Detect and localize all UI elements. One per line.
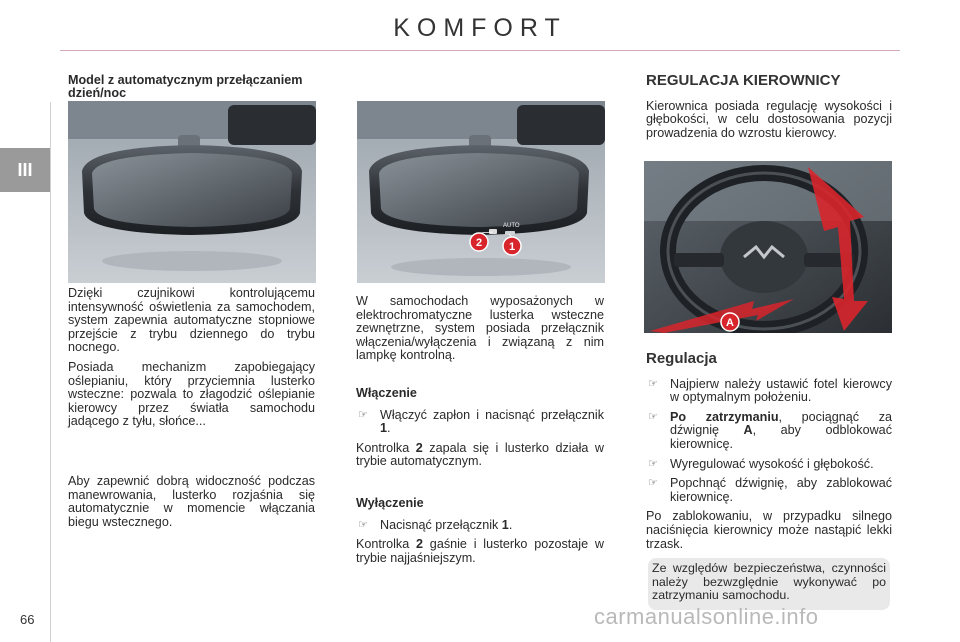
side-divider (50, 102, 51, 642)
switch-on-heading: Włączenie (356, 385, 417, 400)
switch-on-result: Kontrolka 2 zapala się i lusterko działa w trybie automatycznym. (356, 440, 604, 469)
pointing-hand-icon: ☞ (648, 377, 658, 390)
paragraph-electrochromatic: W samochodach wyposażonych w elektrochromatyczne lusterka wsteczne zewnętrzne, system posiada przełącznik włączenia/wyłączenia i związaną z nim lampkę kontrolną. (356, 294, 604, 363)
lever-label-a (721, 313, 739, 331)
pointing-hand-icon: ☞ (358, 408, 368, 421)
paragraph-steering-intro: Kierownica posiada regulację wysokości i głębokości, w celu dostosowania pozycji prowadzenia do wzrostu kierowcy. (646, 98, 892, 140)
svg-text:1: 1 (508, 241, 516, 253)
page-title: KOMFORT (393, 14, 567, 42)
svg-text:A: A (726, 317, 734, 329)
switch-on-step: ☞ Włączyć zapłon i nacisnąć przełącznik 1. (358, 407, 604, 436)
paragraph-lock-click: Po zablokowaniu, w przypadku silnego naciśnięcia kierownicy może nastąpić lekki trzask. (646, 509, 892, 551)
section-heading-steering: REGULACJA KIEROWNICY (646, 72, 841, 89)
paragraph-sensor: Dzięki czujnikowi kontrolującemu intensywność oświetlenia za samochodem, system zapewnia automatyczne stopniowe przejście z trybu dziennego do trybu nocnego. (68, 286, 315, 355)
pointing-hand-icon: ☞ (648, 457, 658, 470)
title-divider (60, 50, 900, 51)
chapter-tab: III (0, 148, 50, 192)
page-number: 66 (20, 612, 35, 627)
callout-1 (503, 237, 521, 255)
pointing-hand-icon: ☞ (648, 410, 658, 423)
mirror-model-subheading: Model z automatycznym przełączaniem dzień/noc (68, 73, 303, 100)
pointing-hand-icon: ☞ (648, 477, 658, 490)
adjust-step-2: ☞ Po zatrzymaniu, pociągnąć za dźwignię A, aby odblokować kierownicę. (648, 409, 893, 451)
pointing-hand-icon: ☞ (358, 518, 368, 531)
switch-off-step: ☞ Nacisnąć przełącznik 1. (358, 517, 513, 532)
callout-2 (470, 233, 488, 251)
safety-note: Ze względów bezpieczeństwa, czynności należy bezwzględnie wykonywać po zatrzymaniu samochodu. (648, 558, 890, 610)
auto-label: AUTO (503, 223, 520, 229)
switch-off-heading: Wyłączenie (356, 495, 424, 510)
column-3-top (646, 74, 892, 146)
auto-mirror-illustration (357, 101, 605, 283)
section-heading-adjustment: Regulacja (646, 350, 717, 367)
watermark: carmanualsonline.info (594, 604, 819, 629)
column-1 (68, 287, 315, 535)
column-2 (356, 295, 604, 571)
switch-off-result: Kontrolka 2 gaśnie i lusterko pozostaje w trybie najjaśniejszym. (356, 537, 604, 565)
paragraph-reverse: Aby zapewnić dobrą widoczność podczas manewrowania, lusterko rozjaśnia się automatycznie w momencie włączania biegu wstecznego. (68, 473, 315, 529)
svg-text:2: 2 (475, 237, 483, 249)
adjust-step-4: ☞ Popchnąć dźwignię, aby zablokować kierownicę. (648, 476, 892, 504)
mirror-illustration (68, 101, 316, 283)
paragraph-antiglare: Posiada mechanizm zapobiegający oślepianiu, który przyciemnia lusterko wsteczne: pozwala to złagodzić oślepianie kierowcy przez światła samochodu jadącego z tyłu, słońce... (68, 359, 315, 429)
adjust-step-1: ☞ Najpierw należy ustawić fotel kierowcy w optymalnym położeniu. (648, 376, 892, 405)
adjust-step-3: ☞ Wyregulować wysokość i głębokość. (648, 456, 874, 471)
column-3-bottom (646, 352, 892, 557)
steering-wheel-illustration (644, 161, 892, 333)
